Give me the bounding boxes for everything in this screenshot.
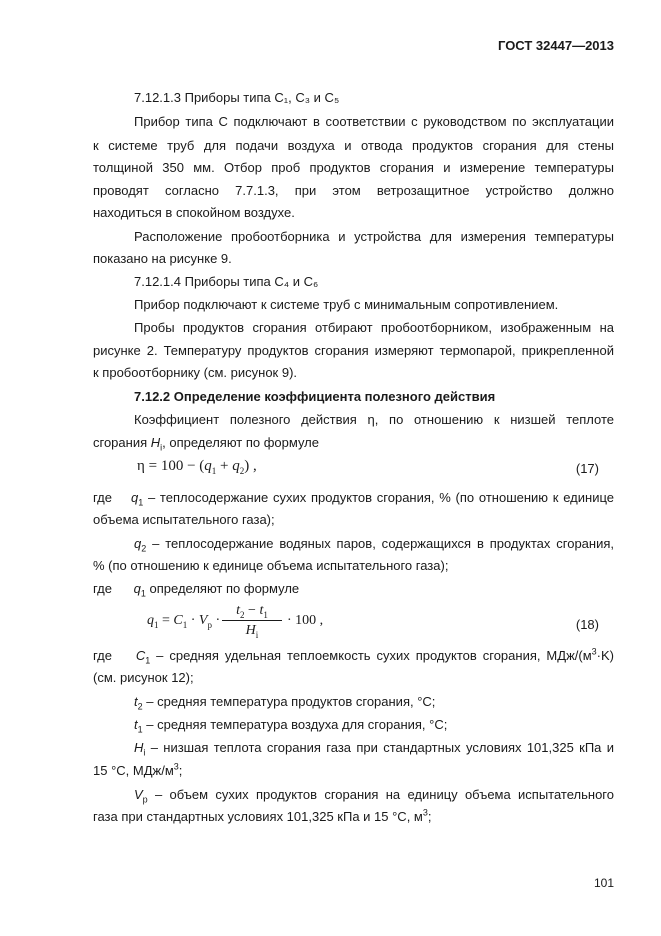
paragraph-line: проводят согласно 7.7.1.3, при этом ветрозащитное устройство должно (93, 183, 614, 198)
heading-7-12-1-4: 7.12.1.4 Приборы типа C₄ и C₆ (134, 274, 319, 289)
paragraph-line: к пробоотборнику (см. рисунок 9). (93, 365, 298, 380)
page-number: 101 (593, 876, 614, 890)
definition-q1: где $q_1$ – теплосодержание сухих продуктов сгорания, % (по отношению к единице (93, 490, 614, 508)
paragraph-line: 15 °C, МДж/$м^3$; (93, 761, 183, 778)
definition-q1-formula-intro: где $q_1$ определяют по формуле (93, 581, 300, 599)
paragraph-line: сгорания $H_i$, определяют по формуле (93, 435, 319, 453)
formula-17-number: (17) (575, 461, 599, 476)
paragraph-line: к системе труб для подачи воздуха и отвода продуктов сгорания для стены (93, 138, 614, 153)
paragraph-line: Прибор подключают к системе труб с минимальным сопротивлением. (134, 297, 559, 312)
formula-18-number: (18) (575, 617, 599, 632)
paragraph-line: объема испытательного газа); (93, 512, 275, 527)
document-standard-header: ГОСТ 32447—2013 (498, 38, 614, 53)
formula-18-fraction (218, 603, 286, 639)
fraction-denominator: $H_i$ (245, 623, 259, 640)
paragraph-line: % (по отношению к единице объема испытательного газа); (93, 558, 449, 573)
paragraph-line: толщиной 350 мм. Отбор проб продуктов сгорания и измерение температуры (93, 160, 614, 175)
paragraph-line: Коэффициент полезного действия η, по отношению к низшей теплоте (134, 412, 614, 427)
paragraph-line: (см. рисунок 12); (93, 670, 194, 685)
paragraph-line: показано на рисунке 9. (93, 251, 232, 266)
formula-18: $q_1 = C_1 \cdot V_p$ · (147, 613, 221, 630)
paragraph-line: находиться в спокойном воздухе. (93, 205, 295, 220)
heading-7-12-1-3: 7.12.1.3 Приборы типа C₁, C₃ и C₅ (134, 90, 340, 105)
definition-hi: $H_i$ – низшая теплота сгорания газа при стандартных условиях 101,325 кПа и (134, 740, 614, 758)
definition-c1: где $C_1$ – средняя удельная теплоемкость сухих продуктов сгорания, МДж/$(м^3\cdot K)$ (93, 646, 615, 666)
paragraph-line: Пробы продуктов сгорания отбирают пробоотборником, изображенным на (134, 320, 614, 335)
formula-18-tail: · 100 , (287, 613, 324, 628)
definition-q2: $q_2$ – теплосодержание водяных паров, содержащихся в продуктах сгорания, (134, 536, 614, 554)
heading-7-12-2: 7.12.2 Определение коэффициента полезного действия (134, 389, 496, 404)
fraction-numerator: $t_2 - t_1$ (236, 603, 268, 620)
definition-t1: $t_1$ – средняя температура воздуха для сгорания, °C; (134, 717, 448, 735)
paragraph-line: рисунке 2. Температуру продуктов сгорания измеряют термопарой, прикрепленной (93, 343, 614, 358)
paragraph-line: Прибор типа С подключают в соответствии с руководством по эксплуатации (134, 114, 614, 129)
definition-t2: $t_2$ – средняя температура продуктов сгорания, °C; (134, 694, 436, 712)
formula-17: $\eta = 100 - (q_1 + q_2)$ , (137, 458, 257, 476)
paragraph-line: газа при стандартных условиях 101,325 кПа и 15 °C, $м^3$; (93, 807, 432, 824)
paragraph-line: Расположение пробоотборника и устройства для измерения температуры (134, 229, 614, 244)
definition-vp: $V_p$ – объем сухих продуктов сгорания на единицу объема испытательного (134, 787, 614, 805)
